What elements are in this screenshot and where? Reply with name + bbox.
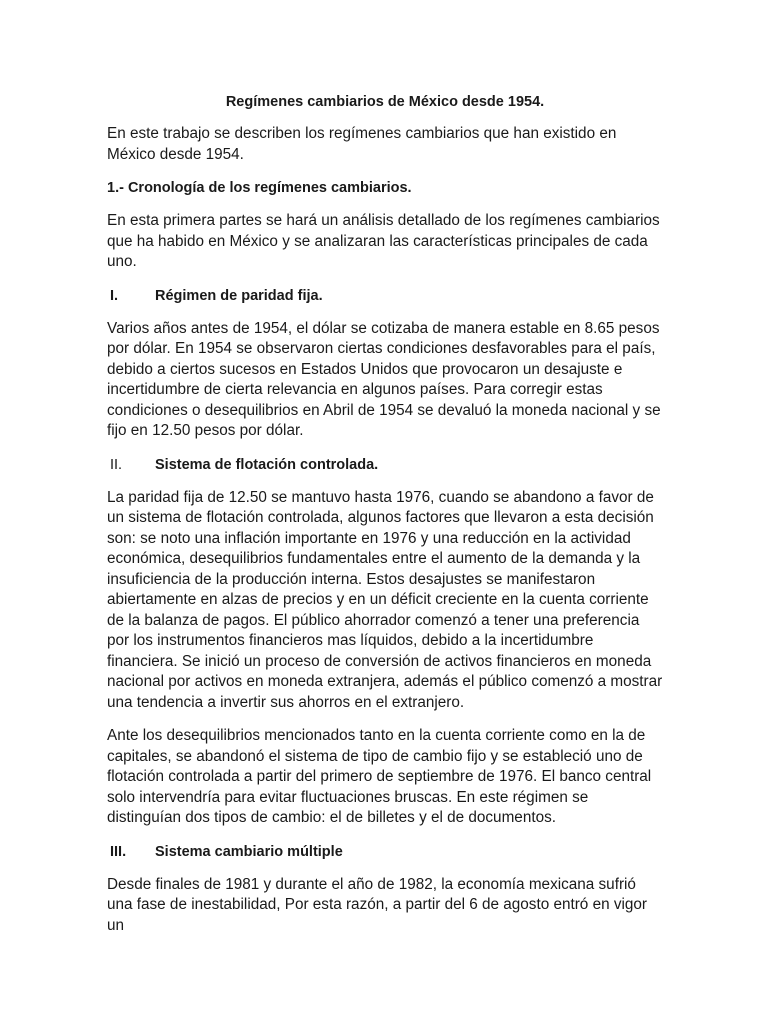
section-i-label: Régimen de paridad fija. xyxy=(155,287,323,304)
section-iii-heading xyxy=(107,842,663,862)
section-i-paragraph: Varios años antes de 1954, el dólar se cotizaba de manera estable en 8.65 pesos por dólar. En 1954 se observaron ciertas condiciones desfavorables para el país, debido a ciertos sucesos en Estados Unidos que provocaron un desajuste e incertidumbre de cierta relevancia en algunos países. Para corregir estas condiciones o desequilibrios en Abril de 1954 se devaluó la moneda nacional y se fijo en 12.50 pesos por dólar. xyxy=(107,319,661,439)
section-ii-paragraph-1: La paridad fija de 12.50 se mantuvo hasta 1976, cuando se abandono a favor de un sistema de flotación controlada, algunos factores que llevaron a esta decisión son: se noto una inflación importante en 1976 y una reducción en la actividad económica, desequilibrios fundamentales entre el aumento de la demanda y la insuficiencia de la producción interna. Estos desajustes se manifestaron abiertamente en alzas de precios y en un déficit creciente en la cuenta corriente de la balanza de pagos. El público ahorrador comenzó a tener una preferencia por los instrumentos financieros mas líquidos, debido a la incertidumbre financiera. Se inició un proceso de conversión de activos financieros en moneda nacional por activos en moneda extranjera, además el público comenzó a mostrar una tendencia a invertir sus ahorros en el extranjero. xyxy=(107,488,663,711)
document-page xyxy=(107,92,663,949)
document-title: Regímenes cambiarios de México desde 1954. xyxy=(225,94,545,110)
section-ii-number: II. xyxy=(110,456,123,473)
section-iii-paragraph: Desde finales de 1981 y durante el año de 1982, la economía mexicana sufrió una fase de inestabilidad, Por esta razón, a partir del 6 de agosto entró en vigor un xyxy=(107,875,647,934)
section-i-heading xyxy=(107,286,663,306)
section-ii-heading xyxy=(107,455,663,475)
section-ii-label: Sistema de flotación controlada. xyxy=(155,456,379,473)
section-1-paragraph: En esta primera partes se hará un análisis detallado de los regímenes cambiarios que ha habido en México y se analizaran las características principales de cada uno. xyxy=(107,212,660,270)
section-1-heading: 1.- Cronología de los regímenes cambiarios. xyxy=(107,180,412,196)
section-iii-number: III. xyxy=(110,843,127,860)
section-i-number: I. xyxy=(110,287,119,304)
intro-paragraph: En este trabajo se describen los regímenes cambiarios que han existido en México desde 1954. xyxy=(107,125,617,163)
section-ii-paragraph-2: Ante los desequilibrios mencionados tanto en la cuenta corriente como en la de capitales, se abandonó el sistema de tipo de cambio fijo y se estableció uno de flotación controlada a partir del primero de septiembre de 1976. El banco central solo intervendría para evitar fluctuaciones bruscas. En este régimen se distinguían dos tipos de cambio: el de billetes y el de documentos. xyxy=(107,727,652,826)
section-iii-label: Sistema cambiario múltiple xyxy=(155,843,343,860)
